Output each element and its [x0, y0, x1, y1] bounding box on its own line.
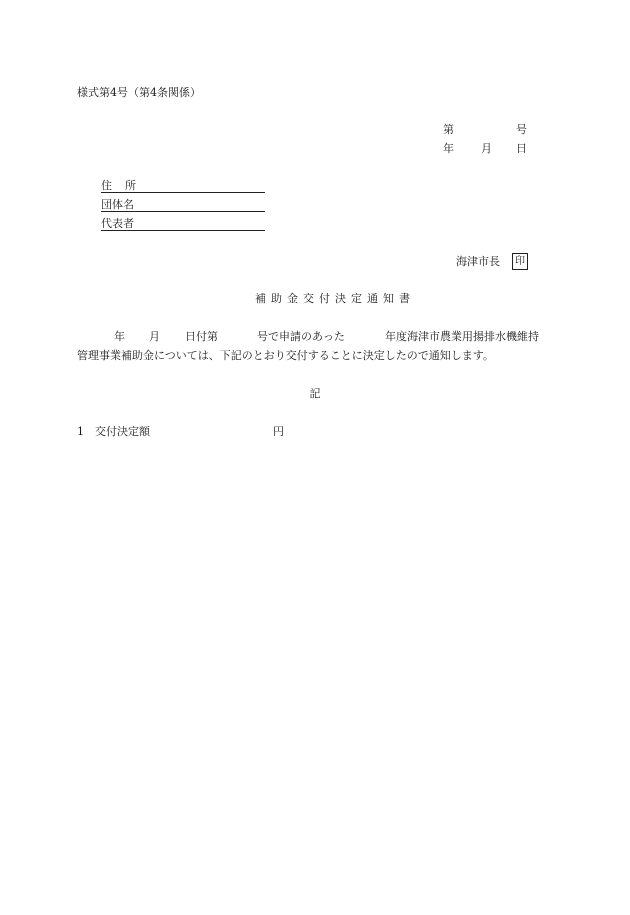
item-unit: 円 [273, 425, 284, 438]
addressee-representative-label: 代表者 [101, 217, 134, 230]
addressee-address-label-a: 住 [101, 179, 112, 192]
date-month: 月 [481, 142, 492, 155]
body-dated-no: 日付第 [185, 330, 218, 343]
addressee-org-line [101, 199, 265, 212]
body-program: 年度海津市農業用揚排水機維持 [385, 330, 539, 343]
body-line-2: 管理事業補助金については、下記のとおり交付することに決定したので通知します。 [77, 349, 494, 362]
addressee-address-label-b: 所 [125, 179, 136, 192]
body-applied: 号で申請のあった [257, 330, 345, 343]
document-title: 補助金交付決定通知書 [255, 292, 415, 305]
addressee-representative-line [101, 218, 265, 231]
body-year: 年 [114, 330, 125, 343]
addressee-address-line [101, 180, 265, 193]
form-identifier: 様式第4号（第4条関係） [77, 86, 201, 99]
date-day: 日 [516, 142, 527, 155]
ki-heading: 記 [309, 387, 321, 400]
doc-number-prefix: 第 [443, 123, 454, 136]
item-number: 1 [77, 425, 84, 438]
item-label: 交付決定額 [95, 425, 150, 438]
addressee-org-label: 団体名 [101, 198, 134, 211]
issuer-title: 海津市長 [456, 255, 500, 268]
body-month: 月 [149, 330, 160, 343]
doc-number-suffix: 号 [516, 123, 527, 136]
seal-mark: 印 [512, 253, 528, 270]
date-year: 年 [443, 142, 454, 155]
